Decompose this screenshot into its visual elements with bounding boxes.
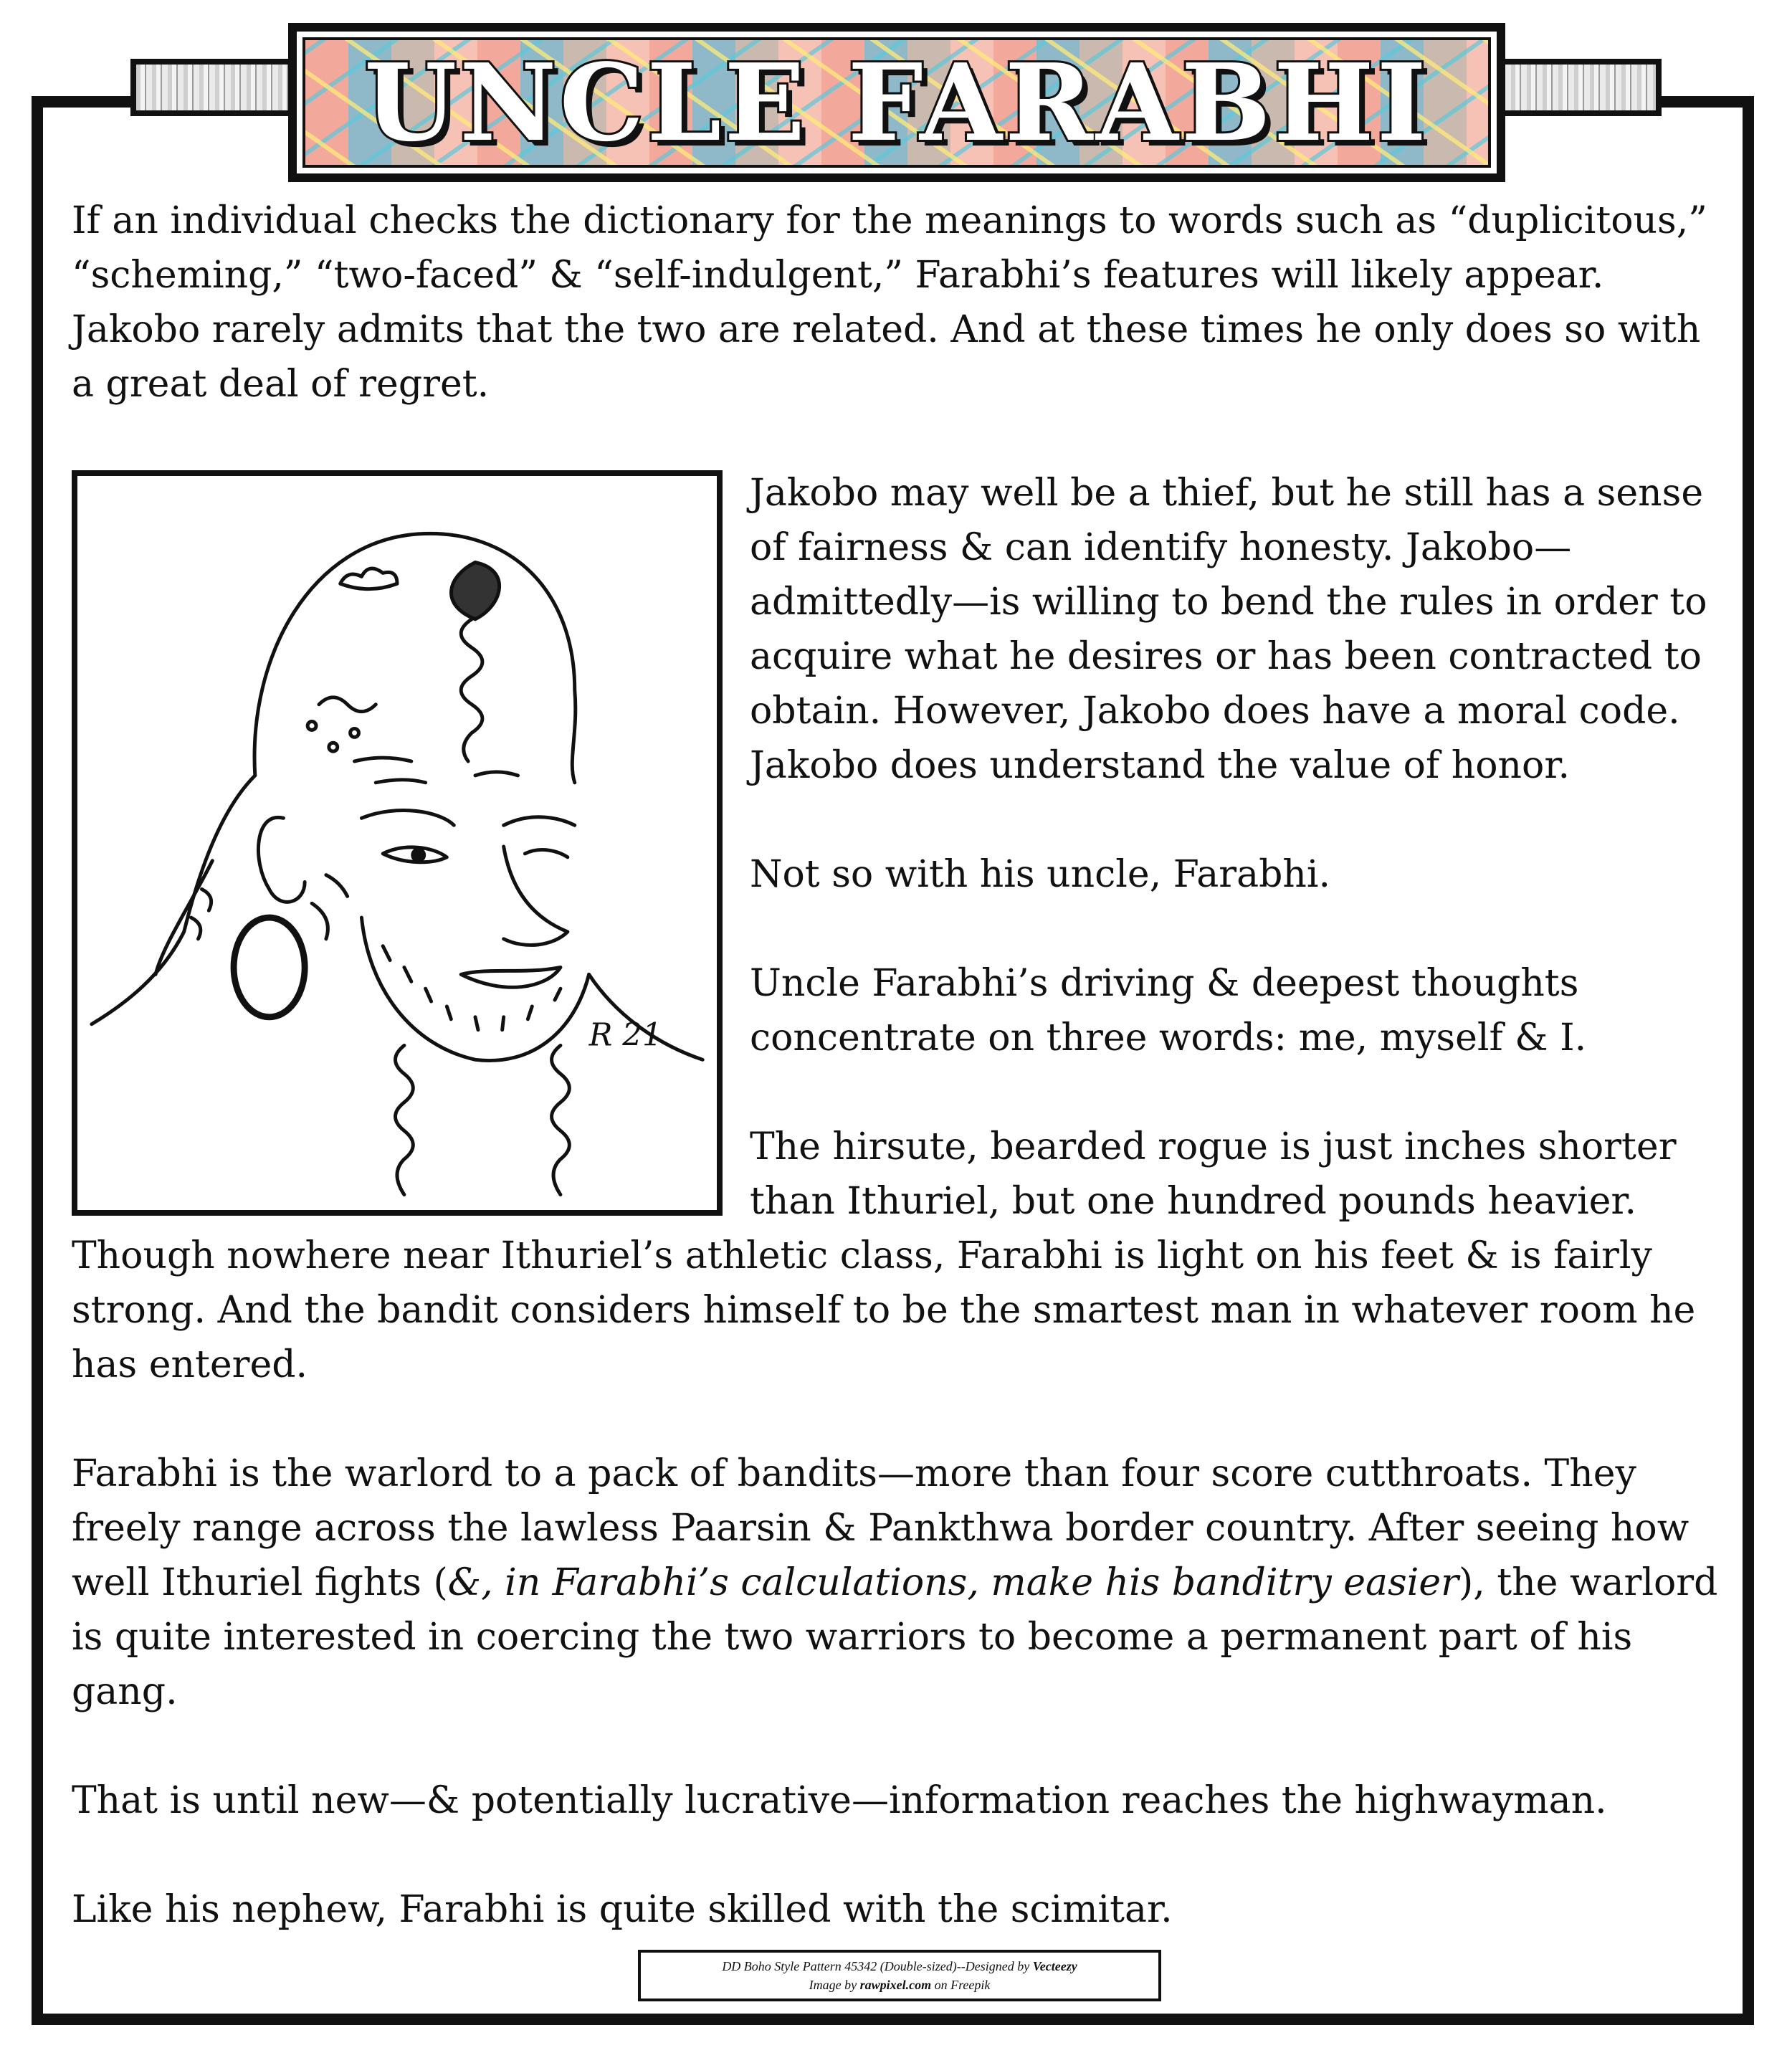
paragraph-5: The hirsute, bearded rogue is just inches shorter than Ithuriel, but one hundred pounds heavier. Though nowhere near Ithuriel’s athletic class, Farabhi is light on his feet & is fairly strong. And the bandit considers himself to be the smartest man in whatever room he has entered.	[72, 1125, 1696, 1386]
banner-rod-right	[1490, 59, 1662, 116]
banner-rod-left	[130, 59, 302, 116]
paragraph-6-text-a: Farabhi is the warlord to a pack of bandits—more than four score cutthroats. They freely range across the lawless Paarsin & Pankthwa border country. After seeing how well Ithuriel fights (	[72, 1452, 1689, 1604]
paragraph-6	[72, 1447, 1727, 1719]
farabhi-portrait	[72, 470, 723, 1216]
credit-line-2	[641, 1976, 1158, 1994]
intro-paragraph: If an individual checks the dictionary for the meanings to words such as “duplicitous,” “scheming,” “two-faced” & “self-indulgent,” Farabhi’s features will likely appear. Jakobo rarely admits that the two are related. And at these times he only does so with a great deal of regret.	[72, 199, 1707, 406]
paragraph-6-text-b: ), the warlord is quite interested in coercing the two warriors to become a permanent part of his gang.	[72, 1561, 1718, 1713]
paragraph-6-italic: &, in Farabhi’s calculations, make his banditry easier	[447, 1561, 1459, 1604]
article-body	[72, 194, 1727, 1991]
artist-signature: R 21	[588, 1017, 662, 1054]
paragraph-3: Not so with his uncle, Farabhi.	[750, 853, 1331, 896]
credit-pattern-text: DD Boho Style Pattern 45342 (Double-sized)--Designed by	[722, 1959, 1033, 1973]
paragraph-8: Like his nephew, Farabhi is quite skilled with the scimitar.	[72, 1888, 1173, 1931]
credit-source: rawpixel.com	[859, 1978, 932, 1992]
boho-pattern-background	[302, 37, 1491, 168]
farabhi-sketch-illustration	[77, 476, 717, 1210]
credit-box	[638, 1950, 1161, 2001]
credit-platform: on Freepik	[931, 1978, 991, 1992]
page-title: UNCLE FARABHI	[364, 40, 1429, 165]
paragraph-4: Uncle Farabhi’s driving & deepest thoughts concentrate on three words: me, myself & I.	[750, 962, 1587, 1059]
paragraph-2: Jakobo may well be a thief, but he still has a sense of fairness & can identify honesty. Jakobo—admittedly—is willing to bend the rules in order to acquire what he desires or has been contracted to obtain. However, Jakobo does have a moral code. Jakobo does understand the value of honor.	[750, 472, 1707, 787]
credit-line-1	[641, 1957, 1158, 1976]
title-banner	[288, 23, 1505, 182]
paragraph-7: That is until new—& potentially lucrative—information reaches the highwayman.	[72, 1779, 1607, 1822]
credit-image-text: Image by	[809, 1978, 860, 1992]
credit-designer: Vecteezy	[1032, 1959, 1077, 1973]
